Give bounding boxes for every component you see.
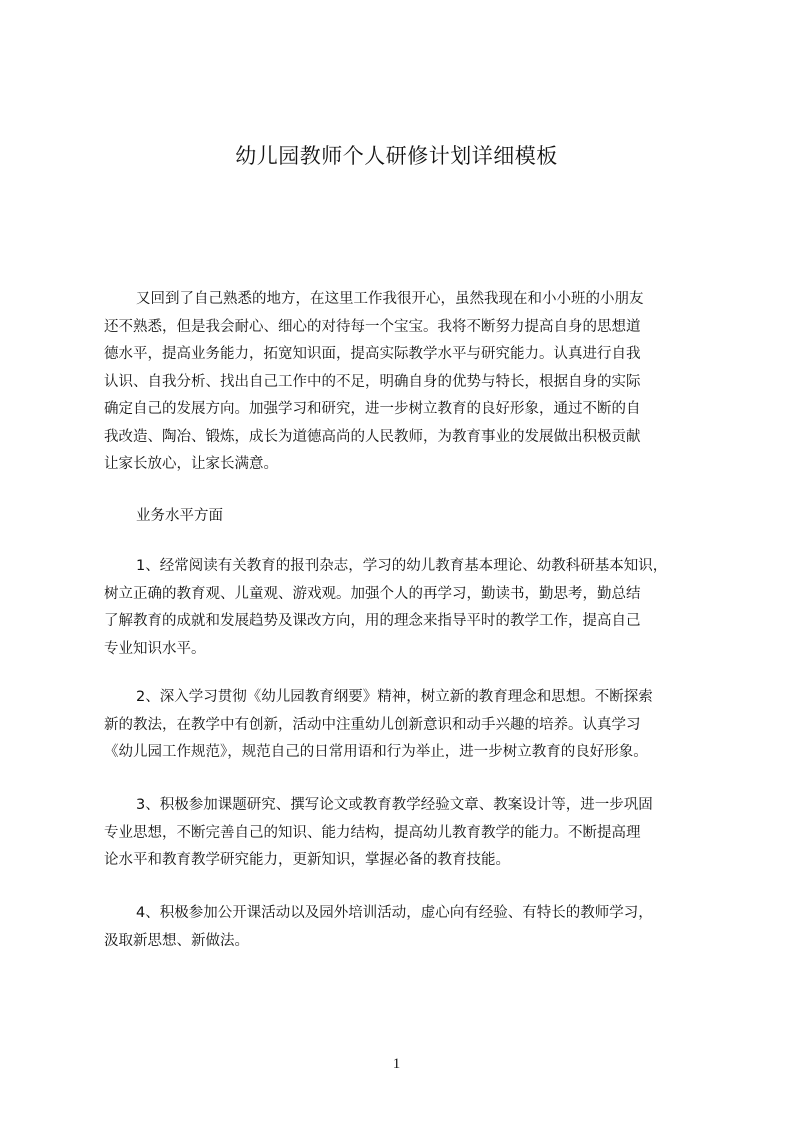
- paragraph-line: 树立正确的教育观、儿童观、游戏观。加强个人的再学习，勤读书，勤思考，勤总结: [104, 585, 641, 602]
- paragraph-line: 论水平和教育教学研究能力，更新知识，掌握必备的教育技能。: [104, 852, 510, 868]
- paragraph-line: 4、积极参加公开课活动以及园外培训活动，虚心向有经验、有特长的教师学习，: [136, 905, 653, 921]
- paragraph-line: 认识、自我分析、找出自己工作中的不足，明确自身的优势与特长，根据自身的实际: [104, 373, 641, 390]
- item-2-paragraph: [104, 684, 716, 767]
- item-3-paragraph: [104, 792, 716, 875]
- document-title: 幼儿园教师个人研修计划详细模板: [235, 144, 558, 168]
- page-number: 1: [392, 1056, 401, 1072]
- paragraph-line: 还不熟悉，但是我会耐心、细心的对待每一个宝宝。我将不断努力提高自身的思想道: [104, 318, 641, 335]
- paragraph-line: 我改造、陶冶、锻炼，成长为道德高尚的人民教师，为教育事业的发展做出积极贡献: [104, 428, 641, 445]
- paragraph-line: 让家长放心，让家长满意。: [104, 456, 278, 472]
- item-4-paragraph: [104, 900, 716, 955]
- paragraph-line: 《幼儿园工作规范》，规范自己的日常用语和行为举止，进一步树立教育的良好形象。: [104, 744, 648, 760]
- paragraph-line: 德水平，提高业务能力，拓宽知识面，提高实际教学水平与研究能力。认真进行自我: [104, 346, 641, 362]
- paragraph-line: 3、积极参加课题研究、撰写论文或教育教学经验文章、教案设计等，进一步巩固: [136, 797, 653, 813]
- item-1-paragraph: [104, 553, 716, 663]
- paragraph-line: 专业知识水平。: [104, 640, 206, 657]
- paragraph-line: 又回到了自己熟悉的地方，在这里工作我很开心，虽然我现在和小小班的小朋友: [136, 291, 644, 307]
- section-heading: 业务水平方面: [136, 508, 223, 524]
- paragraph-line: 确定自己的发展方向。加强学习和研究，进一步树立教育的良好形象，通过不断的自: [104, 401, 641, 417]
- paragraph-line: 2、深入学习贯彻《幼儿园教育纲要》精神，树立新的教育理念和思想。不断探索: [136, 689, 653, 705]
- paragraph-line: 1、经常阅读有关教育的报刊杂志，学习的幼儿教育基本理论、幼教科研基本知识，: [136, 558, 668, 574]
- paragraph-line: 了解教育的成就和发展趋势及课改方向，用的理念来指导平时的教学工作，提高自己: [104, 613, 641, 629]
- intro-paragraph: [104, 286, 716, 479]
- paragraph-line: 专业思想，不断完善自己的知识、能力结构，提高幼儿教育教学的能力。不断提高理: [104, 824, 641, 841]
- paragraph-line: 汲取新思想、新做法。: [104, 932, 249, 949]
- paragraph-line: 新的教法，在教学中有创新，活动中注重幼儿创新意识和动手兴趣的培养。认真学习: [104, 716, 641, 733]
